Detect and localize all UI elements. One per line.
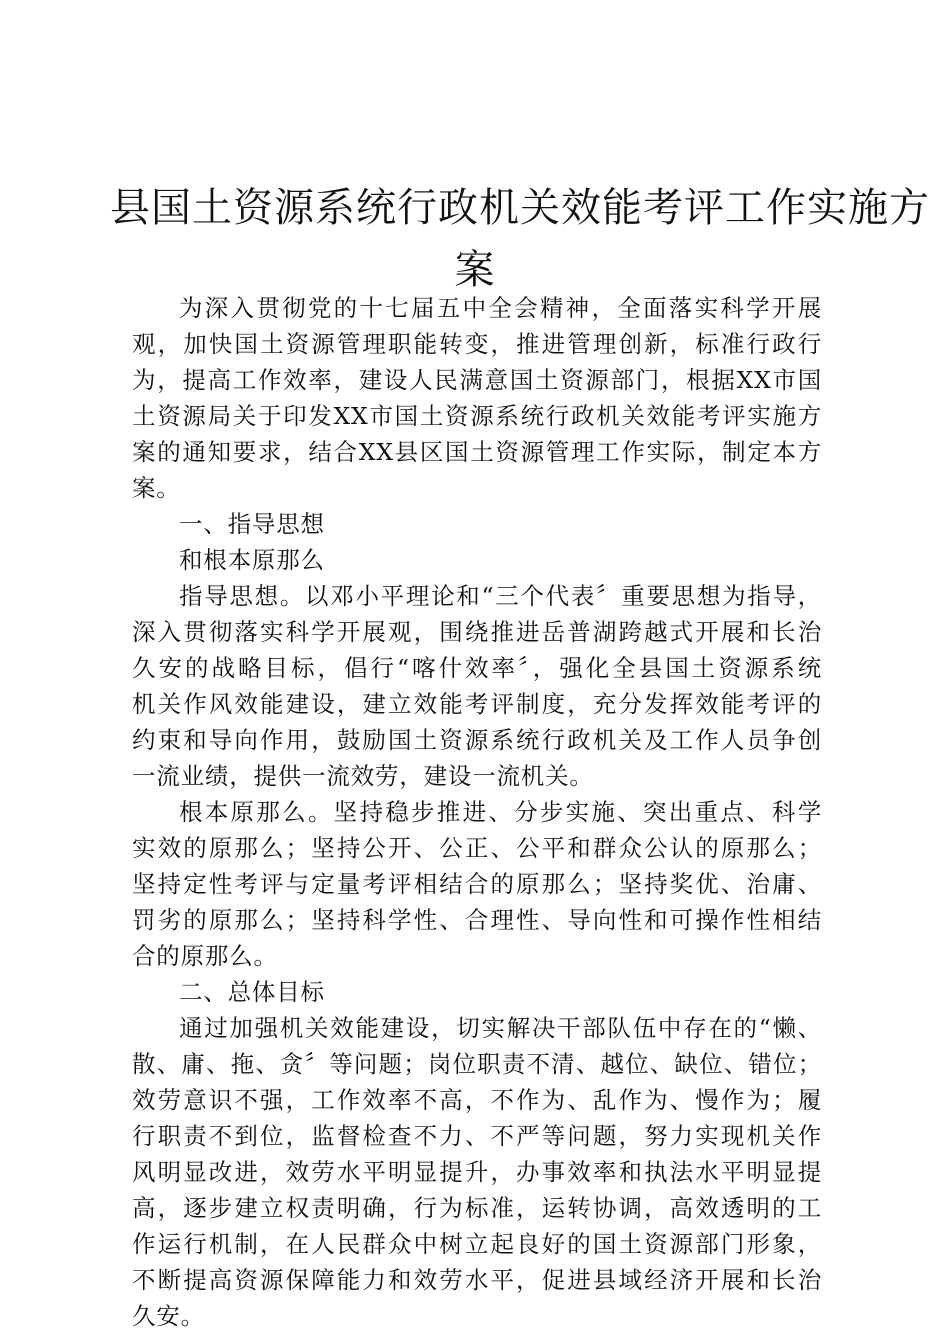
body-text-line: 罚劣的原那么；坚持科学性、合理性、导向性和可操作性相结 — [132, 906, 822, 934]
document-title-line-2: 案 — [454, 247, 496, 293]
body-text-line: 约束和导向作用，鼓励国土资源系统行政机关及工作人员争创 — [132, 726, 822, 754]
body-text-line: 久安的战略目标，倡行“喀什效率〞，强化全县国土资源系统 — [132, 654, 822, 682]
body-text-line: 为，提高工作效率，建设人民满意国土资源部门，根据XX市国 — [132, 366, 822, 394]
body-text-line: 土资源局关于印发XX市国土资源系统行政机关效能考评实施方 — [132, 402, 822, 430]
document-title-line-1: 县国土资源系统行政机关效能考评工作实施方 — [110, 185, 930, 231]
document-body — [132, 290, 822, 1334]
body-text-line: 二、总体目标 — [179, 978, 325, 1006]
body-text-line: 机关作风效能建设，建立效能考评制度，充分发挥效能考评的 — [132, 690, 822, 718]
body-text-line: 案的通知要求，结合XX县区国土资源管理工作实际，制定本方 — [132, 438, 822, 466]
body-text-line: 深入贯彻落实科学开展观，围绕推进岳普湖跨越式开展和长治 — [132, 618, 822, 646]
body-text-line: 效劳意识不强，工作效率不高，不作为、乱作为、慢作为；履 — [132, 1086, 822, 1114]
body-text-line: 一流业绩，提供一流效劳，建设一流机关。 — [132, 762, 594, 790]
body-text-line: 高，逐步建立权责明确，行为标准，运转协调，高效透明的工 — [132, 1194, 822, 1222]
body-text-line: 为深入贯彻党的十七届五中全会精神，全面落实科学开展 — [179, 294, 822, 322]
body-text-line: 案。 — [132, 474, 181, 502]
body-text-line: 指导思想。以邓小平理论和“三个代表〞重要思想为指导， — [179, 582, 822, 610]
body-text-line: 行职责不到位，监督检查不力、不严等问题，努力实现机关作 — [132, 1122, 822, 1150]
body-text-line: 散、庸、拖、贪〞等问题；岗位职责不清、越位、缺位、错位； — [132, 1050, 822, 1078]
body-text-line: 坚持定性考评与定量考评相结合的原那么；坚持奖优、治庸、 — [132, 870, 822, 898]
body-text-line: 一、指导思想 — [179, 510, 325, 538]
body-text-line: 根本原那么。坚持稳步推进、分步实施、突出重点、科学 — [179, 798, 822, 826]
body-text-line: 实效的原那么；坚持公开、公正、公平和群众公认的原那么； — [132, 834, 822, 862]
body-text-line: 合的原那么。 — [132, 942, 278, 970]
body-text-line: 不断提高资源保障能力和效劳水平，促进县域经济开展和长治 — [132, 1266, 822, 1294]
body-text-line: 久安。 — [132, 1302, 205, 1330]
body-text-line: 通过加强机关效能建设，切实解决干部队伍中存在的“懒、 — [179, 1014, 822, 1042]
body-text-line: 风明显改进，效劳水平明显提升，办事效率和执法水平明显提 — [132, 1158, 822, 1186]
body-text-line: 作运行机制，在人民群众中树立起良好的国土资源部门形象， — [132, 1230, 822, 1258]
body-text-line: 和根本原那么 — [179, 546, 325, 574]
body-text-line: 观，加快国土资源管理职能转变，推进管理创新，标准行政行 — [132, 330, 822, 358]
